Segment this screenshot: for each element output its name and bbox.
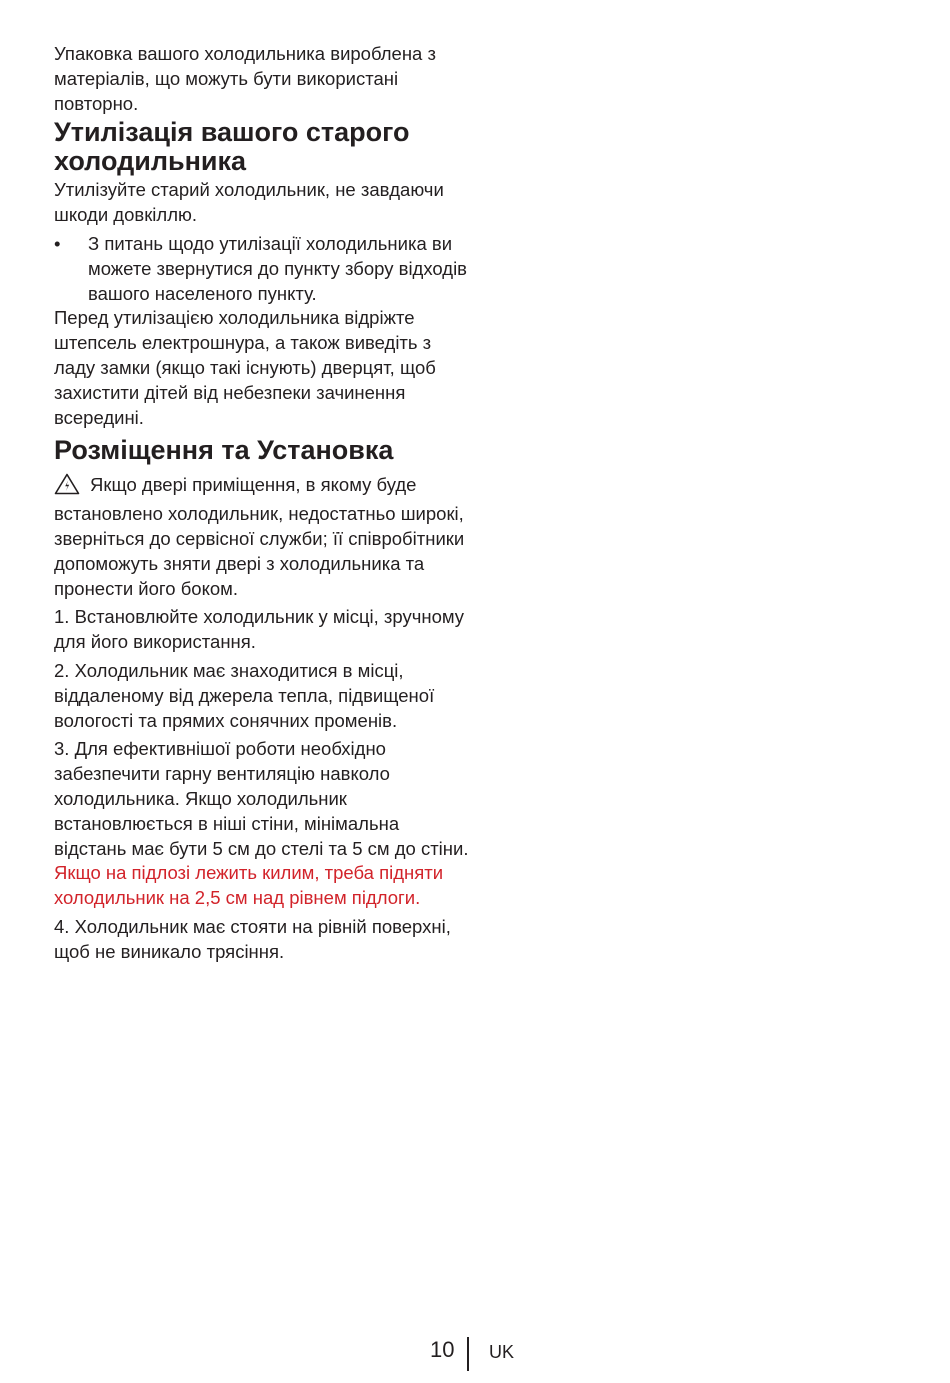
placement-warning [54,473,474,601]
placement-item-3 [54,737,474,911]
disposal-intro: Утилізуйте старий холодильник, не завдаючи шкоди довкіллю. [54,179,444,226]
disposal-bullet-item [54,232,474,306]
disposal-bullet-text: З питань щодо утилізації холодильника ви можете звернутися до пункту збору відходів вашого населеного пункту. [88,232,468,304]
warning-text: Якщо двері приміщення, в якому буде встановлено холодильник, недостатньо широкі, зверніться до сервісної служби; її співробітники допоможуть зняти двері з холодильника та пронести його боком. [54,474,465,599]
placement-item-1: 1. Встановлюйте холодильник у місці, зручному для його використання. [54,606,465,653]
disposal-heading: Утилізація вашого старого холодильника [54,117,410,177]
placement-item-4: 4. Холодильник має стояти на рівній поверхні, щоб не виникало трясіння. [54,915,451,962]
placement-heading: Розміщення та Установка [54,435,394,466]
footer-divider [467,1337,469,1371]
placement-item-2: 2. Холодильник має знаходитися в місці, віддаленому від джерела тепла, підвищеної вологості та прямих сонячних променів. [54,659,435,731]
language-code: UK [489,1342,515,1362]
packaging-paragraph: Упаковка вашого холодильника вироблена з матеріалів, що можуть бути використані повторно. [54,43,436,114]
disposal-note: Перед утилізацією холодильника відріжте штепсель електрошнура, а також виведіть з ладу замки (якщо такі існують) дверцят, щоб захистити дітей від небезпеки зачинення всередині. [54,307,436,428]
placement-item-3-highlight: Якщо на підлозі лежить килим, треба підняти холодильник на 2,5 см над рівнем підлоги. [54,862,444,909]
page-number: 10 [430,1337,455,1362]
electrical-hazard-triangle-icon [54,473,80,502]
bullet-marker: • [54,232,61,254]
content-column [54,42,474,965]
page-footer [0,1336,950,1372]
placement-item-3-main: 3. Для ефективнішої роботи необхідно забезпечити гарну вентиляцію навколо холодильника. Якщо холодильник встановлюється в ніші стіни, мінімальна відстань має бути 5 см до стелі та 5 см до стіни. [54,738,469,859]
